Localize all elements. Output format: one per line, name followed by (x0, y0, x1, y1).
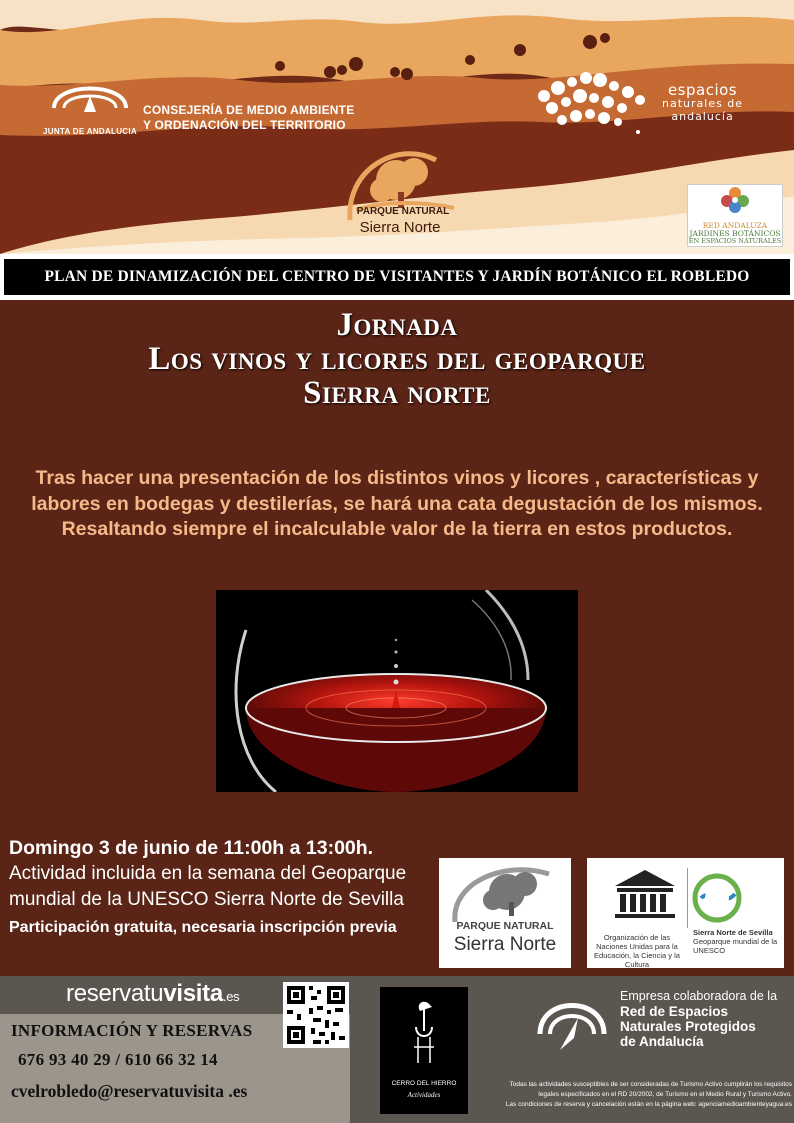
parque-natural-tree-icon (439, 858, 571, 922)
enp-line-2: naturales de (662, 97, 744, 110)
event-details (9, 836, 429, 939)
parque-natural-label: PARQUE NATURAL (456, 920, 554, 932)
wine-glass-illustration (216, 590, 578, 792)
enp-line-1: espacios (667, 81, 738, 99)
junta-andalucia-logo (40, 68, 140, 136)
title-line-2: Los vinos y licores del geoparque (148, 341, 646, 377)
event-info: Actividad incluida en la semana del Geoparque mundial de la UNESCO Sierra Norte de Sevilla (9, 863, 407, 910)
plan-banner-text: PLAN DE DINAMIZACIÓN DEL CENTRO DE VISITANTES Y JARDÍN BOTÁNICO EL ROBLEDO (4, 259, 790, 295)
espacios-naturales-pictograms-icon (534, 66, 654, 138)
event-date: Domingo 3 de junio de 11:00h a 13:00h. (9, 837, 374, 859)
fine-print-line-3: Las condiciones de reserva y cancelación están en la página web: agenciamedioambienteyagua.es (505, 1101, 792, 1108)
fine-print-line-2: legales especificados en el RD 20/2002, de Turismo en el Medio Rural y Turismo Activo. (538, 1091, 792, 1098)
junta-arch-icon (40, 68, 140, 120)
title-line-3: Sierra norte (303, 375, 491, 411)
empresa-colaboradora-text (620, 989, 777, 1049)
fine-print-line-1: Todas las actividades susceptibles de ser consideradas de Turismo Activo cumplirán los requisitos (509, 1081, 792, 1088)
espacios-naturales-wordmark (662, 81, 744, 123)
jardines-botanicos-label: JARDINES BOTÁNICOS (689, 229, 781, 238)
unesco-temple-icon (587, 858, 784, 932)
bird-figure-icon (380, 987, 468, 1077)
consejeria-line-2: Y ORDENACIÓN DEL TERRITORIO (143, 118, 346, 132)
empresa-line-3: Naturales Protegidos (620, 1019, 756, 1034)
info-reservas-title: INFORMACIÓN Y RESERVAS (11, 1021, 253, 1040)
qr-code-icon (283, 982, 349, 1048)
unesco-geoparque-logo-box (587, 858, 784, 968)
empresa-line-4: de Andalucía (620, 1034, 704, 1049)
title-line-1: Jornada (336, 307, 458, 343)
qr-code[interactable] (283, 982, 349, 1048)
wine-glass-photo (216, 590, 578, 792)
geoparque-name: Sierra Norte de Sevilla (693, 928, 773, 937)
red-andaluza-jardines-logo (687, 184, 783, 247)
parque-natural-header-label: PARQUE NATURAL (356, 206, 450, 217)
consejeria-line-1: CONSEJERÍA DE MEDIO AMBIENTE (143, 103, 355, 117)
event-participation: Participación gratuita, necesaria inscripción previa (9, 919, 397, 936)
junta-andalucia-emblem-icon (534, 988, 608, 1058)
geoparque-subtitle: Geoparque mundial de la UNESCO (693, 937, 778, 955)
plan-banner (0, 254, 794, 300)
brand-part-1: reservatu (66, 980, 164, 1007)
parque-natural-logo-box (439, 858, 571, 968)
junta-label: JUNTA DE ANDALUCIA (43, 127, 137, 136)
enp-line-3: andalucía (671, 110, 734, 123)
consejeria-title (143, 103, 354, 133)
unesco-organization-label: Organización de las Naciones Unidas para la Educación, la Ciencia y la Cultura (594, 933, 680, 969)
espacios-naturales-label: EN ESPACIOS NATURALES (688, 237, 782, 245)
empresa-line-1: Empresa colaboradora de la (620, 989, 778, 1003)
actividades-label: Actividades (407, 1091, 441, 1099)
geoparque-label (693, 928, 783, 955)
cerro-label: CERRO DEL HIERRO (391, 1080, 457, 1087)
sierra-norte-label: Sierra Norte (453, 934, 557, 955)
event-description: Tras hacer una presentación de los distintos vinos y licores , características y labores en bodegas y destilerías, se hará una cata degustación de los mismos. Resaltando siempre el incalculable valor de la tierra en estos productos. (31, 467, 763, 540)
phone-numbers[interactable]: 676 93 40 29 / 610 66 32 14 (18, 1050, 218, 1069)
brand-part-2: visita (163, 980, 223, 1007)
email-address[interactable]: cvelrobledo@reservatuvisita .es (11, 1081, 248, 1101)
cerro-del-hierro-logo (380, 987, 468, 1114)
brand-part-3: .es (222, 989, 240, 1004)
sierra-norte-header-label: Sierra Norte (359, 219, 441, 236)
flower-icon (715, 185, 755, 215)
footer (0, 976, 794, 1123)
red-andaluza-label: RED ANDALUZA (702, 221, 768, 230)
empresa-line-2: Red de Espacios (620, 1004, 729, 1019)
event-title (0, 308, 794, 410)
reservatuvisita-wordmark (66, 980, 239, 1008)
legal-fine-print (488, 1080, 792, 1110)
header-landscape (0, 0, 794, 254)
